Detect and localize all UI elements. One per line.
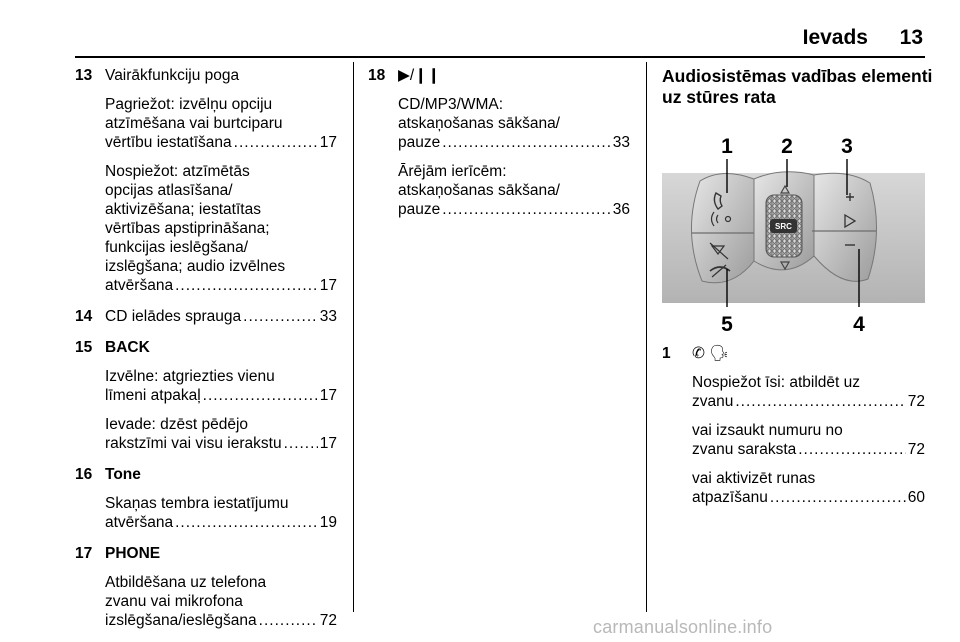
text-line: izslēgšana; audio izvēlnes [105, 258, 286, 275]
text-line: zvanu saraksta [692, 441, 797, 458]
text-line: vērtības apstiprināšana; [105, 220, 270, 237]
text-line: Pagriežot: izvēlņu opciju [105, 96, 273, 113]
text-line: atpazīšanu [692, 489, 768, 506]
leader-dots [442, 133, 611, 152]
page-title: Ievads [802, 26, 868, 49]
text-line: vai izsaukt numuru no [692, 422, 843, 439]
page-ref-number: 72 [907, 393, 925, 410]
entry-16 [75, 465, 337, 532]
text-line: Nospiežot īsi: atbildēt uz [692, 374, 861, 391]
page-number: 13 [899, 26, 923, 49]
entry-heading: BACK [105, 339, 150, 356]
text-line: CD ielādes sprauga [105, 308, 242, 325]
leader-dots [175, 276, 318, 295]
text-line: rakstzīmi vai visu ierakstu [105, 435, 282, 452]
entry-paragraph [75, 573, 337, 630]
entry-heading [75, 307, 337, 326]
column-3 [662, 66, 933, 108]
text-line: atzīmēšana vai burtciparu [105, 115, 283, 132]
text-line: Skaņas tembra iestatījumu [105, 495, 289, 512]
page-ref-number: 17 [319, 387, 337, 404]
callout-number: 1 [721, 135, 733, 158]
leader-dots [735, 392, 905, 411]
header-rule [75, 56, 925, 58]
text-line: atskaņošanas sākšana/ [398, 115, 560, 132]
text-line: Ārējām ierīcēm: [398, 163, 507, 180]
entry-number: 16 [75, 466, 93, 483]
entry-1 [662, 344, 925, 507]
page-reference[interactable] [105, 276, 337, 295]
entry-17 [75, 544, 337, 630]
entry-number: 15 [75, 339, 93, 356]
page-ref-number: 19 [319, 514, 337, 531]
entry-paragraph [75, 494, 337, 532]
entry-14 [75, 307, 337, 326]
src-label: SRC [775, 222, 792, 231]
text-line: uz stūres rata [662, 87, 776, 107]
page-reference[interactable] [105, 513, 337, 532]
callout-number: 4 [853, 313, 865, 336]
text-line: vērtību iestatīšana [105, 134, 232, 151]
entry-15 [75, 338, 337, 453]
text-line: Izvēlne: atgriezties vienu [105, 368, 275, 385]
steering-wheel-controls-illustration [662, 131, 925, 336]
text-line: pauze [398, 201, 441, 218]
leader-dots [243, 307, 318, 326]
leader-dots [284, 434, 318, 453]
text-line: CD/MP3/WMA: [398, 96, 504, 113]
text-line: funkcijas ieslēgšana/ [105, 239, 249, 256]
entry-paragraph [368, 95, 630, 152]
page-ref-number: 33 [319, 308, 337, 325]
column-divider [646, 62, 647, 612]
text-line: opcijas atlasīšana/ [105, 182, 233, 199]
leader-dots [798, 440, 906, 459]
page-ref-number: 36 [612, 201, 630, 218]
column-3-lower [662, 344, 925, 519]
page-reference[interactable] [692, 392, 925, 411]
entry-heading: Vairākfunkciju poga [105, 67, 240, 84]
page-ref-number: 17 [319, 277, 337, 294]
page-ref-number: 17 [319, 134, 337, 151]
page-reference[interactable] [692, 488, 925, 507]
watermark: carmanualsonline.info [593, 617, 773, 637]
entry-heading: PHONE [105, 545, 161, 562]
leader-dots [175, 513, 318, 532]
page-reference[interactable] [692, 440, 925, 459]
leader-dots [770, 488, 906, 507]
page-reference[interactable] [105, 611, 337, 630]
callout-number: 5 [721, 313, 733, 336]
page-ref-number: 72 [319, 612, 337, 629]
text-line: līmeni atpakaļ [105, 387, 201, 404]
entry-number: 17 [75, 545, 93, 562]
entry-paragraph [368, 162, 630, 219]
leader-dots [442, 200, 611, 219]
entry-paragraph [662, 469, 925, 507]
entry-number: 18 [368, 67, 386, 84]
text-line: zvanu vai mikrofona [105, 593, 243, 610]
leader-dots [203, 386, 318, 405]
text-line: atvēršana [105, 277, 174, 294]
callout-number: 2 [781, 135, 793, 158]
phone-voice-icon: ✆ 🗣 [692, 345, 729, 362]
text-line: izslēgšana/ieslēgšana [105, 612, 257, 629]
column-2 [368, 66, 630, 231]
page-ref-number: 33 [612, 134, 630, 151]
entry-number: 14 [75, 308, 93, 325]
page-reference[interactable] [398, 133, 630, 152]
text-line: Atbildēšana uz telefona [105, 574, 267, 591]
entry-18 [368, 66, 630, 219]
text-line: vai aktivizēt runas [692, 470, 816, 487]
callout-number: 3 [841, 135, 853, 158]
page-reference[interactable] [105, 434, 337, 453]
page-reference[interactable] [105, 133, 337, 152]
leader-dots [259, 611, 318, 630]
entry-paragraph [662, 373, 925, 411]
entry-paragraph [75, 162, 337, 295]
left-button-pad [691, 173, 754, 282]
entry-paragraph [75, 367, 337, 405]
page-ref-number: 72 [907, 441, 925, 458]
text-line: aktivizēšana; iestatītas [105, 201, 261, 218]
text-line: pauze [398, 134, 441, 151]
page-reference[interactable] [398, 200, 630, 219]
entry-paragraph [662, 421, 925, 459]
entry-heading: Tone [105, 466, 141, 483]
entry-paragraph [75, 95, 337, 152]
entry-paragraph [75, 415, 337, 453]
text-line: Nospiežot: atzīmētās [105, 163, 250, 180]
page-reference[interactable] [105, 386, 337, 405]
page-ref-number: 60 [907, 489, 925, 506]
text-line: Audiosistēmas vadības elementi [662, 66, 933, 86]
leader-dots [234, 133, 318, 152]
page-header [0, 28, 960, 58]
text-line: Ievade: dzēst pēdējo [105, 416, 249, 433]
text-line: atskaņošanas sākšana/ [398, 182, 560, 199]
section-title [662, 66, 933, 108]
text-line: zvanu [692, 393, 734, 410]
page-reference[interactable] [105, 307, 337, 326]
entry-number: 13 [75, 67, 93, 84]
text-line: atvēršana [105, 514, 174, 531]
entry-13 [75, 66, 337, 295]
column-divider [353, 62, 354, 612]
play-pause-icon: ▶/❙❙ [398, 67, 441, 84]
entry-number: 1 [662, 345, 671, 362]
column-1 [75, 66, 337, 642]
page-ref-number: 17 [319, 435, 337, 452]
